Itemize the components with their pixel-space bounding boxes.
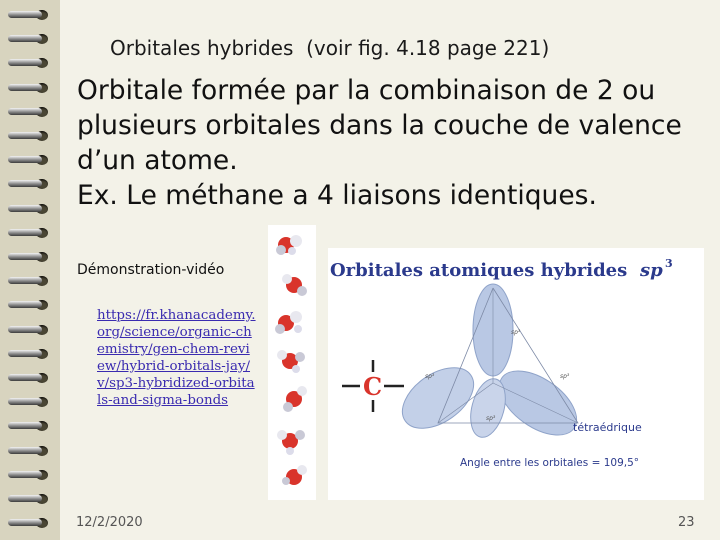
slide-subtitle: Orbitales hybrides (voir fig. 4.18 page 221) [110,36,550,60]
figure-title: Orbitales atomiques hybrides [330,260,628,281]
figure-title-suffix: sp [640,260,663,281]
binding-ring [6,296,52,314]
binding-ring [6,6,52,24]
orbital-label-bottom: sp³ [486,415,496,422]
binding-ring [6,151,52,169]
spiral-binding [0,0,61,540]
binding-ring [6,393,52,411]
carbon-atom-label: C [363,372,383,401]
demo-label: Démonstration-vidéo [77,262,225,278]
binding-ring [6,103,52,121]
molecule-image-2 [282,274,307,296]
video-link[interactable]: https://fr.khanacademy.org/science/organic-chemistry/gen-chem-review/hybrid-orbitals-jay/v/sp3-hybridized-orbitals-and-sigma-bonds [97,308,256,408]
binding-ring [6,321,52,339]
binding-ring [6,248,52,266]
binding-ring [6,490,52,508]
binding-ring [6,200,52,218]
binding-ring [6,30,52,48]
binding-ring [6,224,52,242]
binding-ring [6,345,52,363]
body-line-example: Ex. Le méthane a 4 liaisons identiques. [77,180,597,211]
slide-body [77,73,707,213]
binding-ring [6,272,52,290]
binding-ring [6,175,52,193]
slide-number: 23 [678,515,695,530]
binding-ring [6,442,52,460]
binding-ring [6,79,52,97]
sp3-figure [328,248,704,500]
sp3-orbitals-drawing [391,284,587,448]
molecule-strip [268,225,316,500]
binding-ring [6,369,52,387]
orbital-label-right: sp³ [560,373,570,380]
binding-ring [6,466,52,484]
orbital-label-left: sp³ [425,373,435,380]
molecule-image-1 [276,235,302,255]
figure-title-superscript: 3 [665,257,673,270]
molecule-image-5 [283,386,307,412]
slide-date: 12/2/2020 [76,515,143,530]
molecule-image-4 [277,350,305,373]
molecule-image-6 [277,430,305,455]
binding-ring [6,127,52,145]
molecule-image-3 [275,311,302,334]
shape-label: tétraédrique [573,421,642,434]
body-line-definition: Orbitale formée par la combinaison de 2 ou plusieurs orbitales dans la couche de valence d’un atome. [77,75,682,176]
molecule-image-7 [282,465,307,485]
angle-label: Angle entre les orbitales = 109,5° [460,457,640,469]
binding-ring [6,54,52,72]
orbital-label-top: sp³ [511,329,521,336]
binding-ring [6,417,52,435]
binding-ring [6,514,52,532]
